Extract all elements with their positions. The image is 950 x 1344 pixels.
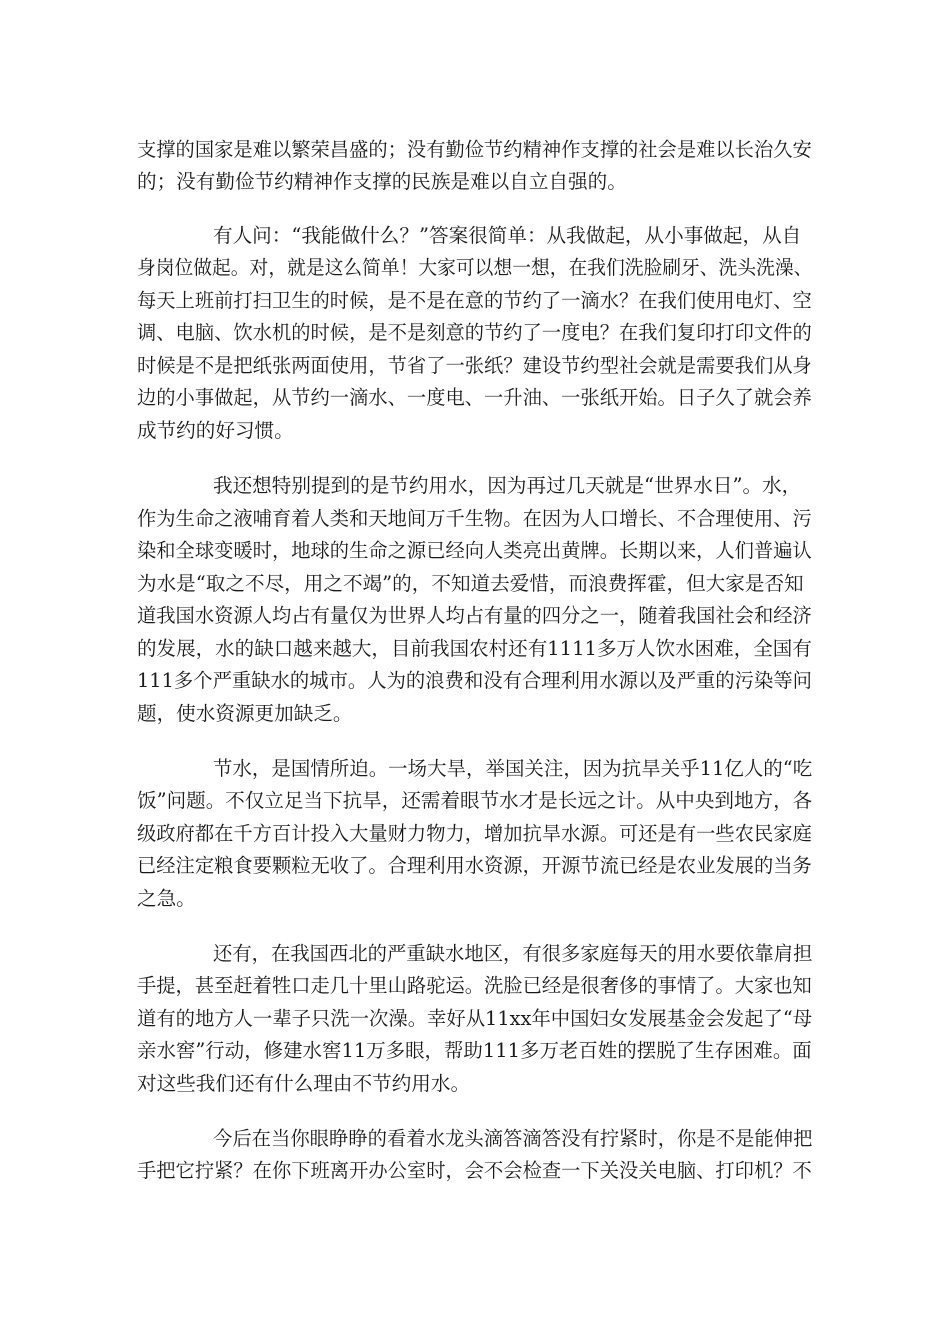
text-line: 已经注定粮食要颗粒无收了。合理利用水资源，开源节流已经是农业发展的当务: [137, 854, 812, 877]
text-line: 饭”问题。不仅立足当下抗旱，还需着眼节水才是长远之计。从中央到地方，各: [137, 789, 813, 812]
text-line: 级政府都在千方百计投入大量财力物力，增加抗旱水源。可还是有一些农民家庭: [137, 822, 812, 845]
text-line: 手把它拧紧？在你下班离开办公室时，会不会检查一下关没关电脑、打印机？不: [137, 1159, 812, 1182]
text-line: 身岗位做起。对，就是这么简单！大家可以想一想，在我们洗脸刷牙、洗头洗澡、: [137, 256, 813, 279]
text-line: 支撑的国家是难以繁荣昌盛的；没有勤俭节约精神作支撑的社会是难以长治久安: [137, 138, 812, 161]
text-line: 有人问：“我能做什么？”答案很简单：从我做起，从小事做起，从自: [213, 224, 802, 247]
text-line: 还有，在我国西北的严重缺水地区，有很多家庭每天的用水要依靠肩担: [213, 942, 813, 965]
text-line: 道我国水资源人均占有量仅为世界人均占有量的四分之一，随着我国社会和经济: [137, 604, 812, 627]
text-line: 111多个严重缺水的城市。人为的浪费和没有合理利用水源以及严重的污染等问: [137, 669, 812, 692]
text-line: 之急。: [137, 887, 196, 910]
text-line: 节水，是国情所迫。一场大旱，举国关注，因为抗旱关乎11亿人的“吃: [213, 757, 813, 780]
text-line: 为水是“取之不尽，用之不竭”的，不知道去爱惜，而浪费挥霍，但大家是否知: [137, 572, 804, 595]
text-line: 的；没有勤俭节约精神作支撑的民族是难以自立自强的。: [137, 170, 627, 193]
text-line: 每天上班前打扫卫生的时候，是不是在意的节约了一滴水？在我们使用电灯、空: [137, 289, 812, 312]
text-line: 题，使水资源更加缺乏。: [137, 702, 353, 725]
text-line: 手提，甚至赶着牲口走几十里山路驼运。洗脸已经是很奢侈的事情了。大家也知: [137, 974, 812, 997]
text-line: 调、电脑、饮水机的时候，是不是刻意的节约了一度电？在我们复印打印文件的: [137, 321, 812, 344]
text-line: 边的小事做起，从节约一滴水、一度电、一升油、一张纸开始。日子久了就会养: [137, 386, 812, 409]
text-line: 时候是不是把纸张两面使用，节省了一张纸？建设节约型社会就是需要我们从身: [137, 354, 812, 377]
text-line: 道有的地方人一辈子只洗一次澡。幸好从11xx年中国妇女发展基金会发起了“母: [137, 1007, 813, 1030]
text-line: 我还想特别提到的是节约用水，因为再过几天就是“世界水日”。水，: [213, 474, 802, 497]
text-line: 成节约的好习惯。: [137, 419, 294, 442]
text-line: 染和全球变暖时，地球的生命之源已经向人类亮出黄牌。长期以来，人们普遍认: [137, 539, 812, 562]
text-line: 作为生命之液哺育着人类和天地间万千生物。在因为人口增长、不合理使用、污: [137, 507, 812, 530]
text-line: 的发展，水的缺口越来越大，目前我国农村还有1111多万人饮水困难，全国有: [137, 637, 812, 660]
text-line: 亲水窖”行动，修建水窖11万多眼，帮助111多万老百姓的摆脱了生存困难。面: [137, 1039, 812, 1062]
text-line: 对这些我们还有什么理由不节约用水。: [137, 1072, 471, 1095]
text-line: 今后在当你眼睁睁的看着水龙头滴答滴答没有拧紧时，你是不是能伸把: [213, 1127, 813, 1150]
